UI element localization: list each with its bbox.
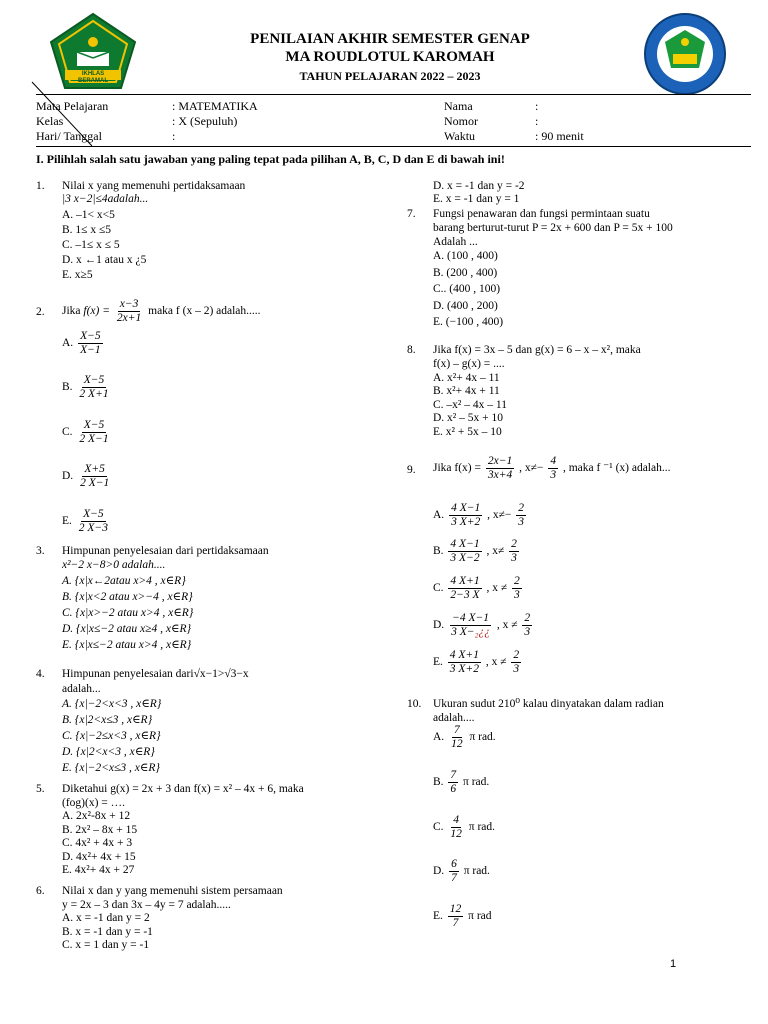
option-b xyxy=(433,769,489,795)
numerator: 12 xyxy=(449,903,462,915)
number-value: : xyxy=(535,114,539,128)
question-number: 1. xyxy=(36,180,45,192)
option-letter: D. xyxy=(433,618,445,631)
question-6-continued xyxy=(433,180,525,206)
option-b: B. x = -1 dan y = -1 xyxy=(62,925,153,938)
option-b: B. 2x² – 8x + 15 xyxy=(62,823,138,836)
option-letter: A. xyxy=(433,508,445,521)
option-letter: B. xyxy=(433,775,444,788)
option-d: D. x ←1 atau x ¿5 xyxy=(62,253,147,266)
condition: , x ≠ xyxy=(496,618,518,631)
section-instruction: I. Pilihlah salah satu jawaban yang paling tepat pada pilihan A, B, C, D dan E di bawah ini! xyxy=(36,152,505,166)
unit: π rad. xyxy=(469,730,496,743)
option-b: B. x²+ 4x + 11 xyxy=(433,385,500,397)
option-c: C. {x|x>−2 atau x>4 , x∈R} xyxy=(62,607,194,619)
numerator: 2x−1 xyxy=(487,455,513,467)
logo-banner-text: IKHLAS BERAMAL xyxy=(78,71,108,84)
option-d: D. x = -1 dan y = -2 xyxy=(433,180,525,192)
numerator: 4 xyxy=(550,455,557,467)
option-d: D. 4x²+ 4x + 15 xyxy=(62,850,136,863)
option-b: B. (200 , 400) xyxy=(433,266,498,279)
option-c: C. x = 1 dan y = -1 xyxy=(62,939,150,951)
option-e xyxy=(62,508,112,534)
option-c: C.. (400 , 100) xyxy=(433,283,501,295)
name-label: Nama xyxy=(444,99,473,113)
denominator: X−1 xyxy=(80,343,101,356)
condition: , x≠− xyxy=(487,508,512,521)
question-stem: Jika f(x) = 3x – 5 dan g(x) = 6 – x – x², maka xyxy=(433,344,641,356)
condition: , x ≠ xyxy=(485,655,507,668)
denominator: 3 X+2 xyxy=(449,662,479,675)
subject-value: : MATEMATIKA xyxy=(172,99,258,113)
question-number: 2. xyxy=(36,306,45,318)
question-stem: Fungsi penawaran dan fungsi permintaan suatu xyxy=(433,208,650,220)
question-stem-2: adalah.... xyxy=(433,712,475,724)
class-label: Kelas xyxy=(36,114,64,128)
unit: π rad. xyxy=(463,775,490,788)
header-divider xyxy=(36,94,751,95)
option-d: D. {x|x≤−2 atau x≥4 , x∈R} xyxy=(62,623,192,635)
school-name: MA ROUDLOTUL KAROMAH xyxy=(285,49,495,65)
numerator: X+5 xyxy=(84,463,105,475)
numerator: 6 xyxy=(451,858,457,870)
option-a xyxy=(62,330,105,356)
option-d xyxy=(433,858,490,884)
question-number: 7. xyxy=(407,208,416,220)
option-e: E. {x|x≤−2 atau x>4 , x∈R} xyxy=(62,639,192,651)
numerator: 2 xyxy=(514,575,520,587)
numerator: 7 xyxy=(453,724,460,736)
question-number: 3. xyxy=(36,545,45,557)
option-a: A. 2x²-8x + 12 xyxy=(62,810,131,822)
time-label: Waktu xyxy=(444,129,476,143)
option-b xyxy=(433,538,521,564)
numerator: 4 X+1 xyxy=(449,649,479,661)
denominator: 7 xyxy=(452,916,459,929)
info-divider xyxy=(36,146,751,147)
unit: π rad. xyxy=(463,864,490,877)
option-letter: C. xyxy=(433,581,444,594)
denominator: 12 xyxy=(451,737,463,750)
numerator: 2 xyxy=(518,502,525,514)
option-letter: B. xyxy=(433,544,444,557)
option-c: C. {x|−2≤x<3 , x∈R} xyxy=(62,730,161,742)
question-stem-math: |3 x−2|≤4adalah... xyxy=(62,192,149,205)
question-stem: Himpunan penyelesaian dari√x−1>√3−x xyxy=(62,668,249,680)
option-a: A. x²+ 4x – 11 xyxy=(433,371,500,384)
question-stem-2: barang berturut-turut P = 2x + 600 dan P = 5x + 100 xyxy=(433,222,673,234)
number-label: Nomor xyxy=(444,114,478,128)
option-c: C. 4x² + 4x + 3 xyxy=(62,837,133,849)
question-stem: Ukuran sudut 210⁰ kalau dinyatakan dalam radian xyxy=(433,698,664,710)
denominator: 3 xyxy=(514,588,520,601)
question-stem-2: f(x) – g(x) = .... xyxy=(433,358,505,370)
option-d xyxy=(433,612,534,638)
denominator: 3x+4 xyxy=(487,468,513,481)
option-e: E. x² + 5x – 10 xyxy=(433,425,502,438)
denominator: 3 X− xyxy=(451,625,475,638)
denominator: 3 X−2 xyxy=(450,551,480,564)
option-d xyxy=(62,463,113,489)
option-c: C. –1≤ x ≤ 5 xyxy=(62,238,120,251)
question-stem: Nilai x dan y yang memenuhi sistem persamaan xyxy=(62,885,283,897)
question-number: 9. xyxy=(407,464,416,476)
option-a: A. x = -1 dan y = 2 xyxy=(62,912,150,924)
unit: π rad xyxy=(468,909,492,922)
option-c xyxy=(433,814,495,840)
option-b: B. {x|2<x≤3 , x∈R} xyxy=(62,714,153,726)
option-letter: E. xyxy=(433,909,443,922)
question-stem: Nilai x yang memenuhi pertidaksamaan xyxy=(62,180,246,192)
numerator: 2 xyxy=(524,612,531,624)
question-stem-pre: Jika xyxy=(62,304,81,317)
denominator: 3 xyxy=(513,662,520,675)
denominator: 3 X+2 xyxy=(451,515,481,528)
option-b: B. {x|x<2 atau x>−4 , x∈R} xyxy=(62,591,193,603)
question-stem-2: y = 2x – 3 dan 3x – 4y = 7 adalah..... xyxy=(62,898,231,911)
numerator: x−3 xyxy=(119,298,139,310)
date-value: : xyxy=(172,129,176,143)
option-e: E. (−100 , 400) xyxy=(433,316,504,328)
option-e: E. {x|−2<x≤3 , x∈R} xyxy=(62,762,160,774)
question-number: 8. xyxy=(407,344,416,356)
denominator: 12 xyxy=(450,827,462,840)
unit: π rad. xyxy=(468,820,496,833)
question-stem-2: (fog)(x) = …. xyxy=(62,797,126,809)
option-e xyxy=(433,903,492,929)
question-stem-end: adalah... xyxy=(62,683,101,695)
option-letter: C. xyxy=(62,425,73,438)
denominator: 2x+1 xyxy=(116,311,142,324)
option-e: E. 4x²+ 4x + 27 xyxy=(62,864,135,876)
denominator: 3 xyxy=(511,551,517,564)
denominator: 2 X−1 xyxy=(79,432,109,445)
question-stem-math: x²−2 x−8>0 adalah.... xyxy=(62,559,166,571)
denominator: 2 X+1 xyxy=(79,387,109,400)
numerator: 4 X+1 xyxy=(450,575,480,587)
denominator: 3 xyxy=(550,468,557,481)
question-number: 5. xyxy=(36,783,45,795)
question-number: 10. xyxy=(407,698,422,710)
option-a: A. {x|x←2atau x>4 , x∈R} xyxy=(62,575,186,587)
option-e xyxy=(433,649,523,675)
option-letter: E. xyxy=(433,655,443,668)
question-stem: Himpunan penyelesaian dari pertidaksamaan xyxy=(62,545,269,557)
time-value: : 90 menit xyxy=(535,129,584,143)
numerator: X−5 xyxy=(80,330,101,342)
option-a xyxy=(433,502,528,528)
question-stem: Diketahui g(x) = 2x + 3 dan f(x) = x² – 4x + 6, maka xyxy=(62,783,304,795)
option-letter: B. xyxy=(62,380,73,393)
option-c xyxy=(62,419,113,445)
question-number: 4. xyxy=(36,668,45,680)
question-stem-3: Adalah ... xyxy=(433,236,478,248)
numerator: X−5 xyxy=(83,419,105,431)
option-c: C. –x² – 4x – 11 xyxy=(433,398,507,411)
numerator: 4 xyxy=(453,814,460,826)
madrasah-logo xyxy=(643,12,727,96)
exam-title: PENILAIAN AKHIR SEMESTER GENAP xyxy=(250,31,530,47)
fraction xyxy=(115,298,143,324)
question-stem-pre: Jika f(x) = xyxy=(433,461,481,474)
option-c xyxy=(433,575,524,601)
numerator: 4 X−1 xyxy=(450,538,480,550)
option-letter: D. xyxy=(433,864,445,877)
option-a: A. (100 , 400) xyxy=(433,250,498,262)
denominator: 7 xyxy=(451,871,457,884)
denominator: 2 X−3 xyxy=(78,521,108,534)
option-letter: D. xyxy=(62,469,74,482)
denominator: 2−3 X xyxy=(450,588,480,601)
numerator: −4 X−1 xyxy=(452,612,489,624)
numerator: 7 xyxy=(450,769,457,781)
page-number: 1 xyxy=(670,958,677,970)
subject-label: Mata Pelajaran xyxy=(36,99,109,113)
option-a: A. –1< x<5 xyxy=(62,208,115,221)
denominator-glitch: ₂¿¿ xyxy=(474,625,490,638)
option-letter: C. xyxy=(433,820,444,833)
date-label: Hari/ Tanggal xyxy=(36,129,102,143)
option-b: B. 1≤ x ≤5 xyxy=(62,223,112,236)
option-a xyxy=(433,724,496,750)
condition: , x ≠ xyxy=(486,581,508,594)
numerator: X−5 xyxy=(83,508,104,520)
numerator: 4 X−1 xyxy=(451,502,481,514)
denominator: 3 xyxy=(518,515,525,528)
option-d: D. {x|2<x<3 , x∈R} xyxy=(62,746,155,758)
numerator: 2 xyxy=(511,538,517,550)
option-e: E. x≥5 xyxy=(62,268,93,281)
question-stem-post: , maka f ⁻¹ (x) adalah... xyxy=(562,461,671,474)
question-stem-post: maka f (x – 2) adalah..... xyxy=(148,304,261,317)
function-label: f(x) = xyxy=(83,304,110,317)
option-letter: A. xyxy=(433,730,445,743)
class-value: : X (Sepuluh) xyxy=(172,114,238,128)
denominator: 2 X−1 xyxy=(80,476,110,489)
numerator: X−5 xyxy=(83,374,105,386)
denominator: 6 xyxy=(450,782,457,795)
option-letter: A. xyxy=(62,336,74,349)
denominator: 3 xyxy=(524,625,531,638)
academic-year: TAHUN PELAJARAN 2022 – 2023 xyxy=(299,69,481,83)
option-d: D. x² – 5x + 10 xyxy=(433,412,503,424)
option-a: A. {x|−2<x<3 , x∈R} xyxy=(62,698,162,710)
condition: , x≠ xyxy=(486,544,505,557)
domain-condition: , x≠− xyxy=(519,461,544,474)
question-number: 6. xyxy=(36,885,45,897)
name-value: : xyxy=(535,99,539,113)
option-d: D. (400 , 200) xyxy=(433,299,498,312)
option-b xyxy=(62,374,113,400)
option-e: E. x = -1 dan y = 1 xyxy=(433,193,520,205)
option-letter: E. xyxy=(62,514,72,527)
numerator: 2 xyxy=(513,649,520,661)
